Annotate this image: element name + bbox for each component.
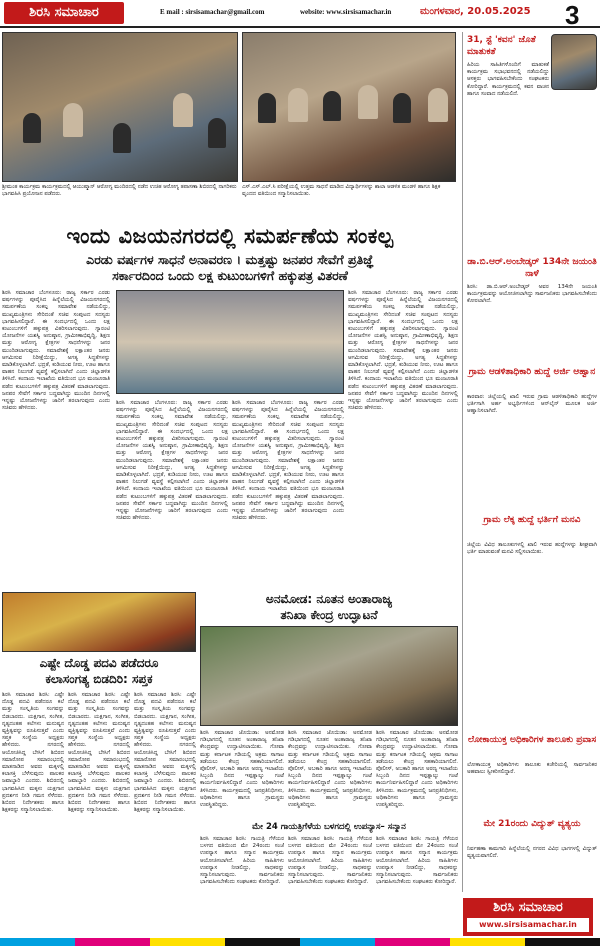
- bottom-left-headline-2: ಕಲಾಸಂಗತ್ಯ ಬಿಡದಿರಿ: ಸಪ್ತಕ: [45, 672, 153, 686]
- bottom-mid-small-column-3: ಶಿರಸಿ ಸಮಾಚಾರ ಶಿರಸಿ: ಗಾಯತ್ರಿ ಗೆಳೆಯರ ಬಳಗದ ವತಿಯಿಂದ ಮೇ 24ರಂದು ಸಂಜೆ ಉಪನ್ಯಾಸ ಹಾಗೂ ಸನ್ಮಾನ ಕಾರ್ಯಕ್ರಮ ಆಯೋಜಿಸಲಾಗಿದೆ. ಹಿರಿಯ ಸಾಹಿತಿಗಳು ಉಪನ್ಯಾಸ ನೀಡಲಿದ್ದು, ಸಾಧಕರನ್ನು ಸನ್ಮಾನಿಸಲಾಗುವುದು. ಸಾರ್ವಜನಿಕರು ಭಾಗವಹಿಸಬೇಕೆಂದು ಸಂಘಟಕರು ಕೋರಿದ್ದಾರೆ.: [376, 836, 458, 886]
- right-sidebar: [462, 32, 598, 892]
- columnist-photo: [551, 34, 597, 90]
- sidebar-box4-title: ಗ್ರಾಮ ಲೆಕ್ಕ ಹುದ್ದೆ ಭರ್ತಿಗೆ ಮನವಿ: [483, 515, 581, 525]
- lead-subheadline-2: ಸರ್ಕಾರದಿಂದ ಒಂದು ಲಕ್ಷ ಕುಟುಂಬಗಳಿಗೆ ಹಕ್ಕುಪತ್ರ ವಿತರಣೆ: [112, 268, 348, 283]
- sidebar-box6-title: ಮೇ 21ರಂದು ವಿದ್ಯುತ್ ವ್ಯತ್ಯಯ: [483, 819, 581, 829]
- yakshagana-photo: [2, 592, 196, 652]
- top-right-caption: ಎಸ್.ಎಸ್.ಎಲ್.ಸಿ ಪರೀಕ್ಷೆಯಲ್ಲಿ ಉತ್ತಮ ಸಾಧನೆ ಮಾಡಿದ ವಿದ್ಯಾರ್ಥಿಗಳನ್ನು ಶಾಲಾ ಆಡಳಿತ ಮಂಡಳಿ ಹಾಗೂ ಶಿಕ್ಷಕ ವೃಂದದ ವತಿಯಿಂದ ಸನ್ಮಾನಿಸಲಾಯಿತು.: [242, 184, 441, 197]
- sidebar-box4-text: ಜಿಲ್ಲೆಯ ವಿವಿಧ ತಾಲೂಕುಗಳಲ್ಲಿ ಖಾಲಿ ಇರುವ ಹುದ್ದೆಗಳನ್ನು ಶೀಘ್ರವಾಗಿ ಭರ್ತಿ ಮಾಡುವಂತೆ ಮನವಿ ಸಲ್ಲಿಸಲಾಯಿತು.: [467, 542, 597, 556]
- lead-story-column-1: ಶಿರಸಿ ಸಮಾಚಾರ ಬೆಂಗಳೂರು: ರಾಜ್ಯ ಸರ್ಕಾರ ಎರಡು ವರ್ಷಗಳನ್ನು ಪೂರೈಸಿದ ಹಿನ್ನೆಲೆಯಲ್ಲಿ ವಿಜಯನಗರದಲ್ಲಿ ಸಮರ್ಪಣೆಯ ಸಂಕಲ್ಪ ಸಮಾವೇಶ ನಡೆಯಲಿದ್ದು, ಮುಖ್ಯಮಂತ್ರಿಗಳು ಸೇರಿದಂತೆ ಸಚಿವ ಸಂಪುಟದ ಸದಸ್ಯರು ಭಾಗವಹಿಸಲಿದ್ದಾರೆ. ಈ ಸಂದರ್ಭದಲ್ಲಿ ಒಂದು ಲಕ್ಷ ಕುಟುಂಬಗಳಿಗೆ ಹಕ್ಕುಪತ್ರ ವಿತರಿಸಲಾಗುವುದು. ಗ್ಯಾರಂಟಿ ಯೋಜನೆಗಳ ಯಶಸ್ವಿ ಅನುಷ್ಠಾನ, ಗ್ರಾಮೀಣಾಭಿವೃದ್ಧಿ, ಶಿಕ್ಷಣ ಮತ್ತು ಆರೋಗ್ಯ ಕ್ಷೇತ್ರಗಳ ಸಾಧನೆಗಳನ್ನು ಜನರ ಮುಂದಿಡಲಾಗುವುದು. ಸಮಾವೇಶಕ್ಕೆ ಲಕ್ಷಾಂತರ ಜನರು ಆಗಮಿಸುವ ನಿರೀಕ್ಷೆಯಿದ್ದು, ಅಗತ್ಯ ಸಿದ್ಧತೆಗಳನ್ನು ಮಾಡಿಕೊಳ್ಳಲಾಗಿದೆ. ಭದ್ರತೆ, ಕುಡಿಯುವ ನೀರು, ಊಟ ಹಾಗೂ ವಾಹನ ನಿಲುಗಡೆ ವ್ಯವಸ್ಥೆ ಕಲ್ಪಿಸಲಾಗಿದೆ ಎಂದು ಜಿಲ್ಲಾಡಳಿತ ತಿಳಿಸಿದೆ. ಕಂದಾಯ ಇಲಾಖೆಯ ವತಿಯಿಂದ ಭೂ ಮಂಜೂರಾತಿ ಪಡೆದ ಕುಟುಂಬಗಳಿಗೆ ಹಕ್ಕುಪತ್ರ ವಿತರಣೆ ಮಾಡಲಾಗುವುದು. ಜನಪರ ಸೇವೆಗೆ ಸರ್ಕಾರ ಬದ್ಧವಾಗಿದ್ದು ಮುಂದಿನ ದಿನಗಳಲ್ಲಿ ಇನ್ನಷ್ಟು ಯೋಜನೆಗಳನ್ನು ಜಾರಿಗೆ ತರಲಾಗುವುದು ಎಂದು ಸಚಿವರು ಹೇಳಿದರು.: [2, 290, 110, 412]
- bottom-mid-small-headline: ಮೇ 24 ಗಾಯತ್ರಿಗೆಳೆಯ ಬಳಗದಲ್ಲಿ ಉಪನ್ಯಾಸ– ಸನ್ಮಾನ: [252, 822, 406, 832]
- top-left-photo: [2, 32, 238, 182]
- sidebar-box5-title: ಲೋಕಾಯುಕ್ತ ಅಧಿಕಾರಿಗಳ ತಾಲೂಕು ಪ್ರವಾಸ: [467, 735, 597, 745]
- sidebar-box1-text: ಹಿರಿಯ ಸಾಹಿತಿಗಳೊಂದಿಗೆ ಮಾತುಕತೆ ಕಾರ್ಯಕ್ರಮ ಸಭಾಭವನದಲ್ಲಿ ನಡೆಯಲಿದ್ದು ಆಸಕ್ತರು ಭಾಗವಹಿಸಬೇಕೆಂದು ಸಂಘಟಕರು ಕೋರಿದ್ದಾರೆ. ಕಾರ್ಯಕ್ರಮದಲ್ಲಿ ಕವನ ವಾಚನ ಹಾಗೂ ಸಂವಾದ ನಡೆಯಲಿದೆ.: [467, 62, 549, 97]
- lead-headline: ಇಂದು ವಿಜಯನಗರದಲ್ಲಿ ಸಮರ್ಪಣೆಯ ಸಂಕಲ್ಪ: [66, 224, 394, 248]
- bottom-mid-small-column-1: ಶಿರಸಿ ಸಮಾಚಾರ ಶಿರಸಿ: ಗಾಯತ್ರಿ ಗೆಳೆಯರ ಬಳಗದ ವತಿಯಿಂದ ಮೇ 24ರಂದು ಸಂಜೆ ಉಪನ್ಯಾಸ ಹಾಗೂ ಸನ್ಮಾನ ಕಾರ್ಯಕ್ರಮ ಆಯೋಜಿಸಲಾಗಿದೆ. ಹಿರಿಯ ಸಾಹಿತಿಗಳು ಉಪನ್ಯಾಸ ನೀಡಲಿದ್ದು, ಸಾಧಕರನ್ನು ಸನ್ಮಾನಿಸಲಾಗುವುದು. ಸಾರ್ವಜನಿಕರು ಭಾಗವಹಿಸಬೇಕೆಂದು ಸಂಘಟಕರು ಕೋರಿದ್ದಾರೆ.: [200, 836, 284, 886]
- bottom-mid-small-column-2: ಶಿರಸಿ ಸಮಾಚಾರ ಶಿರಸಿ: ಗಾಯತ್ರಿ ಗೆಳೆಯರ ಬಳಗದ ವತಿಯಿಂದ ಮೇ 24ರಂದು ಸಂಜೆ ಉಪನ್ಯಾಸ ಹಾಗೂ ಸನ್ಮಾನ ಕಾರ್ಯಕ್ರಮ ಆಯೋಜಿಸಲಾಗಿದೆ. ಹಿರಿಯ ಸಾಹಿತಿಗಳು ಉಪನ್ಯಾಸ ನೀಡಲಿದ್ದು, ಸಾಧಕರನ್ನು ಸನ್ಮಾನಿಸಲಾಗುವುದು. ಸಾರ್ವಜನಿಕರು ಭಾಗವಹಿಸಬೇಕೆಂದು ಸಂಘಟಕರು ಕೋರಿದ್ದಾರೆ.: [288, 836, 372, 886]
- footer-logo: [463, 898, 593, 936]
- sidebar-box1-title: 31, ಸ್ಟೆ 'ಕವನ' ಜೊತೆ ಮಾತುಕತೆ: [467, 35, 536, 57]
- lead-story-column-4: ಶಿರಸಿ ಸಮಾಚಾರ ಬೆಂಗಳೂರು: ರಾಜ್ಯ ಸರ್ಕಾರ ಎರಡು ವರ್ಷಗಳನ್ನು ಪೂರೈಸಿದ ಹಿನ್ನೆಲೆಯಲ್ಲಿ ವಿಜಯನಗರದಲ್ಲಿ ಸಮರ್ಪಣೆಯ ಸಂಕಲ್ಪ ಸಮಾವೇಶ ನಡೆಯಲಿದ್ದು, ಮುಖ್ಯಮಂತ್ರಿಗಳು ಸೇರಿದಂತೆ ಸಚಿವ ಸಂಪುಟದ ಸದಸ್ಯರು ಭಾಗವಹಿಸಲಿದ್ದಾರೆ. ಈ ಸಂದರ್ಭದಲ್ಲಿ ಒಂದು ಲಕ್ಷ ಕುಟುಂಬಗಳಿಗೆ ಹಕ್ಕುಪತ್ರ ವಿತರಿಸಲಾಗುವುದು. ಗ್ಯಾರಂಟಿ ಯೋಜನೆಗಳ ಯಶಸ್ವಿ ಅನುಷ್ಠಾನ, ಗ್ರಾಮೀಣಾಭಿವೃದ್ಧಿ, ಶಿಕ್ಷಣ ಮತ್ತು ಆರೋಗ್ಯ ಕ್ಷೇತ್ರಗಳ ಸಾಧನೆಗಳನ್ನು ಜನರ ಮುಂದಿಡಲಾಗುವುದು. ಸಮಾವೇಶಕ್ಕೆ ಲಕ್ಷಾಂತರ ಜನರು ಆಗಮಿಸುವ ನಿರೀಕ್ಷೆಯಿದ್ದು, ಅಗತ್ಯ ಸಿದ್ಧತೆಗಳನ್ನು ಮಾಡಿಕೊಳ್ಳಲಾಗಿದೆ. ಭದ್ರತೆ, ಕುಡಿಯುವ ನೀರು, ಊಟ ಹಾಗೂ ವಾಹನ ನಿಲುಗಡೆ ವ್ಯವಸ್ಥೆ ಕಲ್ಪಿಸಲಾಗಿದೆ ಎಂದು ಜಿಲ್ಲಾಡಳಿತ ತಿಳಿಸಿದೆ. ಕಂದಾಯ ಇಲಾಖೆಯ ವತಿಯಿಂದ ಭೂ ಮಂಜೂರಾತಿ ಪಡೆದ ಕುಟುಂಬಗಳಿಗೆ ಹಕ್ಕುಪತ್ರ ವಿತರಣೆ ಮಾಡಲಾಗುವುದು. ಜನಪರ ಸೇವೆಗೆ ಸರ್ಕಾರ ಬದ್ಧವಾಗಿದ್ದು ಮುಂದಿನ ದಿನಗಳಲ್ಲಿ ಇನ್ನಷ್ಟು ಯೋಜನೆಗಳನ್ನು ಜಾರಿಗೆ ತರಲಾಗುವುದು ಎಂದು ಸಚಿವರು ಹೇಳಿದರು.: [348, 290, 458, 412]
- bottom-mid-column-1: ಶಿರಸಿ ಸಮಾಚಾರ ಜೊಯಿಡಾ: ಅನಮೋಡ ಗಡಿಭಾಗದಲ್ಲಿ ನೂತನ ಅಂತಾರಾಜ್ಯ ತನಿಖಾ ಕೇಂದ್ರವನ್ನು ಉದ್ಘಾಟಿಸಲಾಯಿತು. ಗೋವಾ ಮತ್ತು ಕರ್ನಾಟಕ ಗಡಿಯಲ್ಲಿ ಅಕ್ರಮ ಸಾಗಾಟ ತಡೆಯಲು ಕೇಂದ್ರ ಸಹಕಾರಿಯಾಗಲಿದೆ. ಪೊಲೀಸ್, ಅಬಕಾರಿ ಹಾಗೂ ಅರಣ್ಯ ಇಲಾಖೆಯ ಸಿಬ್ಬಂದಿ ದಿನದ ಇಪ್ಪತ್ನಾಲ್ಕು ಗಂಟೆ ಕಾರ್ಯನಿರ್ವಹಿಸಲಿದ್ದಾರೆ ಎಂದು ಅಧಿಕಾರಿಗಳು ತಿಳಿಸಿದರು. ಕಾರ್ಯಕ್ರಮದಲ್ಲಿ ಜನಪ್ರತಿನಿಧಿಗಳು, ಅಧಿಕಾರಿಗಳು ಹಾಗೂ ಗ್ರಾಮಸ್ಥರು ಉಪಸ್ಥಿತರಿದ್ದರು.: [200, 730, 284, 809]
- lead-story-column-3: ಶಿರಸಿ ಸಮಾಚಾರ ಬೆಂಗಳೂರು: ರಾಜ್ಯ ಸರ್ಕಾರ ಎರಡು ವರ್ಷಗಳನ್ನು ಪೂರೈಸಿದ ಹಿನ್ನೆಲೆಯಲ್ಲಿ ವಿಜಯನಗರದಲ್ಲಿ ಸಮರ್ಪಣೆಯ ಸಂಕಲ್ಪ ಸಮಾವೇಶ ನಡೆಯಲಿದ್ದು, ಮುಖ್ಯಮಂತ್ರಿಗಳು ಸೇರಿದಂತೆ ಸಚಿವ ಸಂಪುಟದ ಸದಸ್ಯರು ಭಾಗವಹಿಸಲಿದ್ದಾರೆ. ಈ ಸಂದರ್ಭದಲ್ಲಿ ಒಂದು ಲಕ್ಷ ಕುಟುಂಬಗಳಿಗೆ ಹಕ್ಕುಪತ್ರ ವಿತರಿಸಲಾಗುವುದು. ಗ್ಯಾರಂಟಿ ಯೋಜನೆಗಳ ಯಶಸ್ವಿ ಅನುಷ್ಠಾನ, ಗ್ರಾಮೀಣಾಭಿವೃದ್ಧಿ, ಶಿಕ್ಷಣ ಮತ್ತು ಆರೋಗ್ಯ ಕ್ಷೇತ್ರಗಳ ಸಾಧನೆಗಳನ್ನು ಜನರ ಮುಂದಿಡಲಾಗುವುದು. ಸಮಾವೇಶಕ್ಕೆ ಲಕ್ಷಾಂತರ ಜನರು ಆಗಮಿಸುವ ನಿರೀಕ್ಷೆಯಿದ್ದು, ಅಗತ್ಯ ಸಿದ್ಧತೆಗಳನ್ನು ಮಾಡಿಕೊಳ್ಳಲಾಗಿದೆ. ಭದ್ರತೆ, ಕುಡಿಯುವ ನೀರು, ಊಟ ಹಾಗೂ ವಾಹನ ನಿಲುಗಡೆ ವ್ಯವಸ್ಥೆ ಕಲ್ಪಿಸಲಾಗಿದೆ ಎಂದು ಜಿಲ್ಲಾಡಳಿತ ತಿಳಿಸಿದೆ. ಕಂದಾಯ ಇಲಾಖೆಯ ವತಿಯಿಂದ ಭೂ ಮಂಜೂರಾತಿ ಪಡೆದ ಕುಟುಂಬಗಳಿಗೆ ಹಕ್ಕುಪತ್ರ ವಿತರಣೆ ಮಾಡಲಾಗುವುದು. ಜನಪರ ಸೇವೆಗೆ ಸರ್ಕಾರ ಬದ್ಧವಾಗಿದ್ದು ಮುಂದಿನ ದಿನಗಳಲ್ಲಿ ಇನ್ನಷ್ಟು ಯೋಜನೆಗಳನ್ನು ಜಾರಿಗೆ ತರಲಾಗುವುದು ಎಂದು ಸಚಿವರು ಹೇಳಿದರು.: [232, 400, 344, 522]
- website-address: website: www.sirsisamachar.in: [300, 8, 392, 16]
- checkpost-photo: [200, 626, 458, 726]
- top-left-caption: ಶ್ರೀಮಂತ ಕಾರ್ಯಕ್ರಮ ಕಾರ್ಯಕ್ರಮದಲ್ಲಿ ಆಯುಷ್ಮಾನ್ ಆರೋಗ್ಯ ಮಂದಿರದಲ್ಲಿ ನಡೆದ ಉಚಿತ ಆರೋಗ್ಯ ತಪಾಸಣಾ ಶಿಬಿರದಲ್ಲಿ ನಾಗರಿಕರು ಭಾಗವಹಿಸಿ ಪ್ರಯೋಜನ ಪಡೆದರು.: [2, 184, 237, 197]
- lead-story-column-2: ಶಿರಸಿ ಸಮಾಚಾರ ಬೆಂಗಳೂರು: ರಾಜ್ಯ ಸರ್ಕಾರ ಎರಡು ವರ್ಷಗಳನ್ನು ಪೂರೈಸಿದ ಹಿನ್ನೆಲೆಯಲ್ಲಿ ವಿಜಯನಗರದಲ್ಲಿ ಸಮರ್ಪಣೆಯ ಸಂಕಲ್ಪ ಸಮಾವೇಶ ನಡೆಯಲಿದ್ದು, ಮುಖ್ಯಮಂತ್ರಿಗಳು ಸೇರಿದಂತೆ ಸಚಿವ ಸಂಪುಟದ ಸದಸ್ಯರು ಭಾಗವಹಿಸಲಿದ್ದಾರೆ. ಈ ಸಂದರ್ಭದಲ್ಲಿ ಒಂದು ಲಕ್ಷ ಕುಟುಂಬಗಳಿಗೆ ಹಕ್ಕುಪತ್ರ ವಿತರಿಸಲಾಗುವುದು. ಗ್ಯಾರಂಟಿ ಯೋಜನೆಗಳ ಯಶಸ್ವಿ ಅನುಷ್ಠಾನ, ಗ್ರಾಮೀಣಾಭಿವೃದ್ಧಿ, ಶಿಕ್ಷಣ ಮತ್ತು ಆರೋಗ್ಯ ಕ್ಷೇತ್ರಗಳ ಸಾಧನೆಗಳನ್ನು ಜನರ ಮುಂದಿಡಲಾಗುವುದು. ಸಮಾವೇಶಕ್ಕೆ ಲಕ್ಷಾಂತರ ಜನರು ಆಗಮಿಸುವ ನಿರೀಕ್ಷೆಯಿದ್ದು, ಅಗತ್ಯ ಸಿದ್ಧತೆಗಳನ್ನು ಮಾಡಿಕೊಳ್ಳಲಾಗಿದೆ. ಭದ್ರತೆ, ಕುಡಿಯುವ ನೀರು, ಊಟ ಹಾಗೂ ವಾಹನ ನಿಲುಗಡೆ ವ್ಯವಸ್ಥೆ ಕಲ್ಪಿಸಲಾಗಿದೆ ಎಂದು ಜಿಲ್ಲಾಡಳಿತ ತಿಳಿಸಿದೆ. ಕಂದಾಯ ಇಲಾಖೆಯ ವತಿಯಿಂದ ಭೂ ಮಂಜೂರಾತಿ ಪಡೆದ ಕುಟುಂಬಗಳಿಗೆ ಹಕ್ಕುಪತ್ರ ವಿತರಣೆ ಮಾಡಲಾಗುವುದು. ಜನಪರ ಸೇವೆಗೆ ಸರ್ಕಾರ ಬದ್ಧವಾಗಿದ್ದು ಮುಂದಿನ ದಿನಗಳಲ್ಲಿ ಇನ್ನಷ್ಟು ಯೋಜನೆಗಳನ್ನು ಜಾರಿಗೆ ತರಲಾಗುವುದು ಎಂದು ಸಚಿವರು ಹೇಳಿದರು.: [116, 400, 228, 522]
- bottom-mid-headline-1: ಅನಮೋಡ: ನೂತನ ಅಂತಾರಾಜ್ಯ: [265, 592, 393, 606]
- sidebar-box3-text: ಕಾರವಾರ: ಜಿಲ್ಲೆಯಲ್ಲಿ ಖಾಲಿ ಇರುವ ಗ್ರಾಮ ಆಡಳಿತಾಧಿಕಾರಿ ಹುದ್ದೆಗಳ ಭರ್ತಿಗಾಗಿ ಅರ್ಹ ಅಭ್ಯರ್ಥಿಗಳಿಂದ ಆನ್‌ಲೈನ್ ಮೂಲಕ ಅರ್ಜಿ ಆಹ್ವಾನಿಸಲಾಗಿದೆ.: [467, 394, 597, 415]
- sidebar-box5-text: ಲೋಕಾಯುಕ್ತ ಅಧಿಕಾರಿಗಳು ತಾಲೂಕು ಕಚೇರಿಯಲ್ಲಿ ಸಾರ್ವಜನಿಕರ ಅಹವಾಲು ಸ್ವೀಕರಿಸಲಿದ್ದಾರೆ.: [467, 762, 597, 776]
- email-address: E mail : sirsisamachar@gmail.com: [160, 8, 265, 16]
- bottom-mid-column-3: ಶಿರಸಿ ಸಮಾಚಾರ ಜೊಯಿಡಾ: ಅನಮೋಡ ಗಡಿಭಾಗದಲ್ಲಿ ನೂತನ ಅಂತಾರಾಜ್ಯ ತನಿಖಾ ಕೇಂದ್ರವನ್ನು ಉದ್ಘಾಟಿಸಲಾಯಿತು. ಗೋವಾ ಮತ್ತು ಕರ್ನಾಟಕ ಗಡಿಯಲ್ಲಿ ಅಕ್ರಮ ಸಾಗಾಟ ತಡೆಯಲು ಕೇಂದ್ರ ಸಹಕಾರಿಯಾಗಲಿದೆ. ಪೊಲೀಸ್, ಅಬಕಾರಿ ಹಾಗೂ ಅರಣ್ಯ ಇಲಾಖೆಯ ಸಿಬ್ಬಂದಿ ದಿನದ ಇಪ್ಪತ್ನಾಲ್ಕು ಗಂಟೆ ಕಾರ್ಯನಿರ್ವಹಿಸಲಿದ್ದಾರೆ ಎಂದು ಅಧಿಕಾರಿಗಳು ತಿಳಿಸಿದರು. ಕಾರ್ಯಕ್ರಮದಲ್ಲಿ ಜನಪ್ರತಿನಿಧಿಗಳು, ಅಧಿಕಾರಿಗಳು ಹಾಗೂ ಗ್ರಾಮಸ್ಥರು ಉಪಸ್ಥಿತರಿದ್ದರು.: [376, 730, 458, 809]
- dateline: ಮಂಗಳವಾರ, 20.05.2025: [420, 6, 531, 17]
- lead-subheadline-1: ಎರಡು ವರ್ಷಗಳ ಸಾಧನೆ ಅನಾವರಣ । ಮತ್ತಷ್ಟು ಜನಪರ ಸೇವೆಗೆ ಪ್ರತಿಜ್ಞೆ: [86, 252, 374, 267]
- footer-website: www.sirsisamachar.in: [467, 918, 589, 932]
- bottom-left-column-3: ಶಿರಸಿ ಸಮಾಚಾರ ಶಿರಸಿ: ಎಷ್ಟೇ ದೊಡ್ಡ ಪದವಿ ಪಡೆದರೂ ಕಲೆ ಮತ್ತು ಸಂಸ್ಕೃತಿಯ ಸಂಗವನ್ನು ಬಿಡಬಾರದು. ಯಕ್ಷಗಾನ, ಸಂಗೀತ, ನೃತ್ಯದಂತಹ ಕಲೆಗಳು ಮನುಷ್ಯನ ವ್ಯಕ್ತಿತ್ವವನ್ನು ರೂಪಿಸುತ್ತವೆ ಎಂದು ಸಪ್ತಕ ಸಂಸ್ಥೆಯ ಅಧ್ಯಕ್ಷರು ಹೇಳಿದರು. ನಗರದಲ್ಲಿ ಆಯೋಜಿಸಿದ್ದ ಬೇಸಿಗೆ ಶಿಬಿರದ ಸಮಾರೋಪ ಸಮಾರಂಭದಲ್ಲಿ ಮಾತನಾಡಿದ ಅವರು ಮಕ್ಕಳಲ್ಲಿ ಕಲಾಸಕ್ತಿ ಬೆಳೆಸುವುದು ಪಾಲಕರ ಜವಾಬ್ದಾರಿ ಎಂದರು. ಶಿಬಿರದಲ್ಲಿ ಭಾಗವಹಿಸಿದ ಮಕ್ಕಳು ಯಕ್ಷಗಾನ ಪ್ರದರ್ಶನ ನೀಡಿ ಗಮನ ಸೆಳೆದರು. ಶಿಬಿರದ ನಿರ್ದೇಶಕರು ಹಾಗೂ ಶಿಕ್ಷಕರನ್ನು ಸನ್ಮಾನಿಸಲಾಯಿತು.: [134, 692, 196, 814]
- bottom-left-column-2: ಶಿರಸಿ ಸಮಾಚಾರ ಶಿರಸಿ: ಎಷ್ಟೇ ದೊಡ್ಡ ಪದವಿ ಪಡೆದರೂ ಕಲೆ ಮತ್ತು ಸಂಸ್ಕೃತಿಯ ಸಂಗವನ್ನು ಬಿಡಬಾರದು. ಯಕ್ಷಗಾನ, ಸಂಗೀತ, ನೃತ್ಯದಂತಹ ಕಲೆಗಳು ಮನುಷ್ಯನ ವ್ಯಕ್ತಿತ್ವವನ್ನು ರೂಪಿಸುತ್ತವೆ ಎಂದು ಸಪ್ತಕ ಸಂಸ್ಥೆಯ ಅಧ್ಯಕ್ಷರು ಹೇಳಿದರು. ನಗರದಲ್ಲಿ ಆಯೋಜಿಸಿದ್ದ ಬೇಸಿಗೆ ಶಿಬಿರದ ಸಮಾರೋಪ ಸಮಾರಂಭದಲ್ಲಿ ಮಾತನಾಡಿದ ಅವರು ಮಕ್ಕಳಲ್ಲಿ ಕಲಾಸಕ್ತಿ ಬೆಳೆಸುವುದು ಪಾಲಕರ ಜವಾಬ್ದಾರಿ ಎಂದರು. ಶಿಬಿರದಲ್ಲಿ ಭಾಗವಹಿಸಿದ ಮಕ್ಕಳು ಯಕ್ಷಗಾನ ಪ್ರದರ್ಶನ ನೀಡಿ ಗಮನ ಸೆಳೆದರು. ಶಿಬಿರದ ನಿರ್ದೇಶಕರು ಹಾಗೂ ಶಿಕ್ಷಕರನ್ನು ಸನ್ಮಾನಿಸಲಾಯಿತು.: [68, 692, 130, 814]
- bottom-left-column-1: ಶಿರಸಿ ಸಮಾಚಾರ ಶಿರಸಿ: ಎಷ್ಟೇ ದೊಡ್ಡ ಪದವಿ ಪಡೆದರೂ ಕಲೆ ಮತ್ತು ಸಂಸ್ಕೃತಿಯ ಸಂಗವನ್ನು ಬಿಡಬಾರದು. ಯಕ್ಷಗಾನ, ಸಂಗೀತ, ನೃತ್ಯದಂತಹ ಕಲೆಗಳು ಮನುಷ್ಯನ ವ್ಯಕ್ತಿತ್ವವನ್ನು ರೂಪಿಸುತ್ತವೆ ಎಂದು ಸಪ್ತಕ ಸಂಸ್ಥೆಯ ಅಧ್ಯಕ್ಷರು ಹೇಳಿದರು. ನಗರದಲ್ಲಿ ಆಯೋಜಿಸಿದ್ದ ಬೇಸಿಗೆ ಶಿಬಿರದ ಸಮಾರೋಪ ಸಮಾರಂಭದಲ್ಲಿ ಮಾತನಾಡಿದ ಅವರು ಮಕ್ಕಳಲ್ಲಿ ಕಲಾಸಕ್ತಿ ಬೆಳೆಸುವುದು ಪಾಲಕರ ಜವಾಬ್ದಾರಿ ಎಂದರು. ಶಿಬಿರದಲ್ಲಿ ಭಾಗವಹಿಸಿದ ಮಕ್ಕಳು ಯಕ್ಷಗಾನ ಪ್ರದರ್ಶನ ನೀಡಿ ಗಮನ ಸೆಳೆದರು. ಶಿಬಿರದ ನಿರ್ದೇಶಕರು ಹಾಗೂ ಶಿಕ್ಷಕರನ್ನು ಸನ್ಮಾನಿಸಲಾಯಿತು.: [2, 692, 64, 814]
- lead-story-photo: [116, 290, 344, 394]
- bottom-left-headline-1: ಎಷ್ಟೇ ದೊಡ್ಡ ಪದವಿ ಪಡೆದರೂ: [39, 656, 159, 670]
- page-number: 3: [565, 0, 580, 30]
- sidebar-box6-text: ನಿರ್ವಹಣಾ ಕಾಮಗಾರಿ ಹಿನ್ನೆಲೆಯಲ್ಲಿ ನಗರದ ವಿವಿಧ ಭಾಗಗಳಲ್ಲಿ ವಿದ್ಯುತ್ ವ್ಯತ್ಯಯವಾಗಲಿದೆ.: [467, 846, 597, 860]
- top-right-photo: [242, 32, 456, 182]
- sidebar-box3-title: ಗ್ರಾಮ ಆಡಳಿತಾಧಿಕಾರಿ ಹುದ್ದೆ ಅರ್ಜಿ ಆಹ್ವಾನ: [468, 367, 596, 377]
- bottom-mid-column-2: ಶಿರಸಿ ಸಮಾಚಾರ ಜೊಯಿಡಾ: ಅನಮೋಡ ಗಡಿಭಾಗದಲ್ಲಿ ನೂತನ ಅಂತಾರಾಜ್ಯ ತನಿಖಾ ಕೇಂದ್ರವನ್ನು ಉದ್ಘಾಟಿಸಲಾಯಿತು. ಗೋವಾ ಮತ್ತು ಕರ್ನಾಟಕ ಗಡಿಯಲ್ಲಿ ಅಕ್ರಮ ಸಾಗಾಟ ತಡೆಯಲು ಕೇಂದ್ರ ಸಹಕಾರಿಯಾಗಲಿದೆ. ಪೊಲೀಸ್, ಅಬಕಾರಿ ಹಾಗೂ ಅರಣ್ಯ ಇಲಾಖೆಯ ಸಿಬ್ಬಂದಿ ದಿನದ ಇಪ್ಪತ್ನಾಲ್ಕು ಗಂಟೆ ಕಾರ್ಯನಿರ್ವಹಿಸಲಿದ್ದಾರೆ ಎಂದು ಅಧಿಕಾರಿಗಳು ತಿಳಿಸಿದರು. ಕಾರ್ಯಕ್ರಮದಲ್ಲಿ ಜನಪ್ರತಿನಿಧಿಗಳು, ಅಧಿಕಾರಿಗಳು ಹಾಗೂ ಗ್ರಾಮಸ್ಥರು ಉಪಸ್ಥಿತರಿದ್ದರು.: [288, 730, 372, 809]
- sidebar-box2-title: ಡಾ.ಬಿ.ಆರ್.ಅಂಬೇಡ್ಕರ್ 134ನೇ ಜಯಂತಿ ನಾಳೆ: [467, 257, 597, 279]
- masthead: [0, 0, 600, 28]
- sidebar-box2-text: ಶಿರಸಿ: ಡಾ.ಬಿ.ಆರ್.ಅಂಬೇಡ್ಕರ್ ಅವರ 134ನೇ ಜಯಂತಿ ಕಾರ್ಯಕ್ರಮವನ್ನು ಆಯೋಜಿಸಲಾಗಿದ್ದು ಸಾರ್ವಜನಿಕರು ಭಾಗವಹಿಸಬೇಕೆಂದು ಕೋರಲಾಗಿದೆ.: [467, 284, 597, 305]
- color-registration-bar: [0, 938, 600, 946]
- newspaper-logo: ಶಿರಸಿ ಸಮಾಚಾರ: [4, 2, 124, 24]
- footer-logo-text: ಶಿರಸಿ ಸಮಾಚಾರ: [493, 900, 563, 915]
- bottom-mid-headline-2: ತನಿಖಾ ಕೇಂದ್ರ ಉದ್ಘಾಟನೆ: [280, 608, 378, 622]
